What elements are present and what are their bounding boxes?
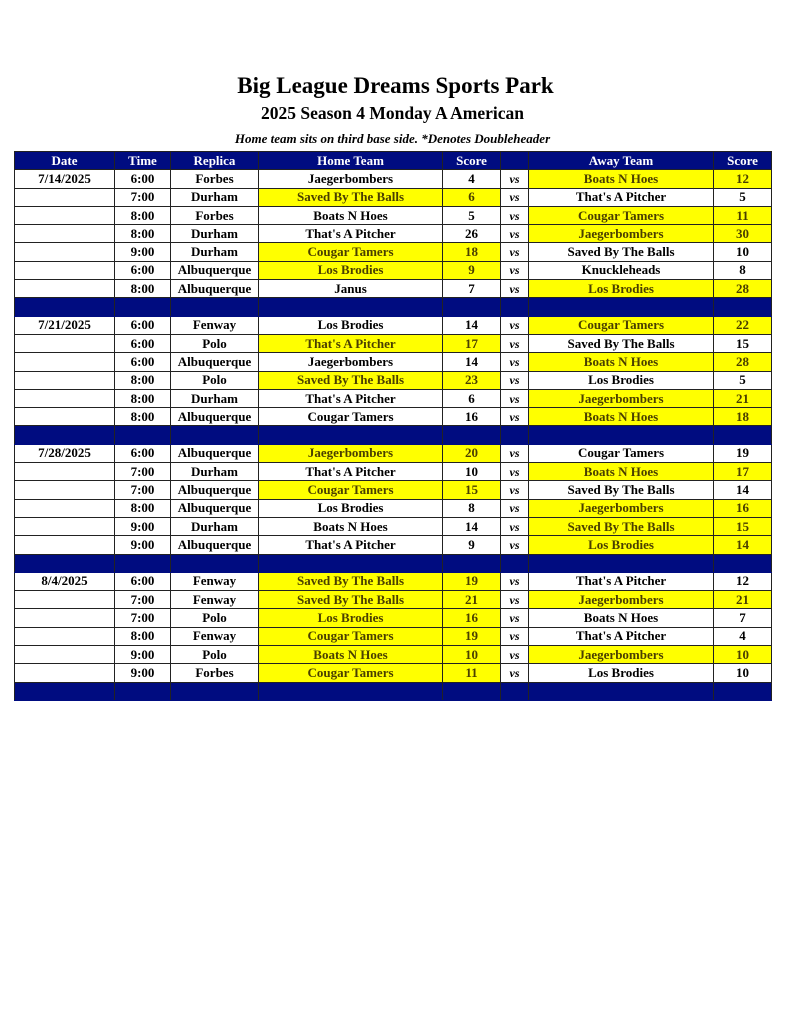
home-score-cell: 6 bbox=[443, 389, 501, 407]
vs-cell: vs bbox=[501, 225, 529, 243]
table-row bbox=[15, 206, 772, 224]
time-cell: 7:00 bbox=[115, 188, 171, 206]
vs-cell: vs bbox=[501, 334, 529, 352]
home-team-cell: That's A Pitcher bbox=[259, 536, 443, 554]
date-cell bbox=[15, 225, 115, 243]
home-score-cell: 9 bbox=[443, 536, 501, 554]
separator-cell bbox=[714, 682, 772, 700]
away-score-cell: 28 bbox=[714, 280, 772, 298]
vs-cell: vs bbox=[501, 517, 529, 535]
away-team-cell: Jaegerbombers bbox=[529, 646, 714, 664]
time-cell: 9:00 bbox=[115, 646, 171, 664]
table-row bbox=[15, 334, 772, 352]
table-row bbox=[15, 188, 772, 206]
time-cell: 6:00 bbox=[115, 572, 171, 590]
home-score-cell: 21 bbox=[443, 591, 501, 609]
replica-cell: Durham bbox=[171, 463, 259, 481]
separator-cell bbox=[115, 682, 171, 700]
away-team-cell: Jaegerbombers bbox=[529, 225, 714, 243]
time-cell: 9:00 bbox=[115, 664, 171, 682]
separator-cell bbox=[529, 554, 714, 572]
away-team-cell: Knuckleheads bbox=[529, 261, 714, 279]
away-score-cell: 14 bbox=[714, 536, 772, 554]
away-score-cell: 15 bbox=[714, 334, 772, 352]
separator-cell bbox=[501, 682, 529, 700]
replica-cell: Albuquerque bbox=[171, 536, 259, 554]
home-team-cell: Cougar Tamers bbox=[259, 627, 443, 645]
vs-cell: vs bbox=[501, 609, 529, 627]
home-score-cell: 10 bbox=[443, 646, 501, 664]
table-row bbox=[15, 389, 772, 407]
vs-cell: vs bbox=[501, 664, 529, 682]
date-cell bbox=[15, 646, 115, 664]
away-score-cell: 19 bbox=[714, 444, 772, 462]
week-separator-row bbox=[15, 554, 772, 572]
home-score-cell: 14 bbox=[443, 353, 501, 371]
page-subtitle: 2025 Season 4 Monday A American bbox=[260, 103, 524, 123]
vs-cell: vs bbox=[501, 261, 529, 279]
home-score-cell: 17 bbox=[443, 334, 501, 352]
date-cell bbox=[15, 591, 115, 609]
home-team-cell: Saved By The Balls bbox=[259, 572, 443, 590]
replica-cell: Albuquerque bbox=[171, 481, 259, 499]
home-score-cell: 16 bbox=[443, 609, 501, 627]
time-cell: 6:00 bbox=[115, 444, 171, 462]
date-cell bbox=[15, 499, 115, 517]
date-cell: 7/14/2025 bbox=[15, 170, 115, 188]
separator-cell bbox=[259, 426, 443, 444]
separator-cell bbox=[15, 298, 115, 316]
home-team-cell: Boats N Hoes bbox=[259, 646, 443, 664]
away-score-cell: 11 bbox=[714, 206, 772, 224]
table-row bbox=[15, 170, 772, 188]
vs-cell: vs bbox=[501, 481, 529, 499]
away-team-cell: Jaegerbombers bbox=[529, 591, 714, 609]
vs-cell: vs bbox=[501, 389, 529, 407]
date-cell bbox=[15, 353, 115, 371]
table-row bbox=[15, 463, 772, 481]
away-score-cell: 17 bbox=[714, 463, 772, 481]
replica-cell: Durham bbox=[171, 225, 259, 243]
replica-cell: Forbes bbox=[171, 206, 259, 224]
time-cell: 7:00 bbox=[115, 609, 171, 627]
away-team-cell: Boats N Hoes bbox=[529, 609, 714, 627]
table-row bbox=[15, 261, 772, 279]
away-score-cell: 4 bbox=[714, 627, 772, 645]
table-row bbox=[15, 225, 772, 243]
replica-cell: Albuquerque bbox=[171, 353, 259, 371]
home-score-cell: 4 bbox=[443, 170, 501, 188]
home-score-cell: 23 bbox=[443, 371, 501, 389]
home-team-cell: That's A Pitcher bbox=[259, 334, 443, 352]
home-score-cell: 11 bbox=[443, 664, 501, 682]
date-cell bbox=[15, 243, 115, 261]
date-cell bbox=[15, 408, 115, 426]
time-cell: 6:00 bbox=[115, 316, 171, 334]
home-team-cell: Boats N Hoes bbox=[259, 517, 443, 535]
separator-cell bbox=[171, 554, 259, 572]
vs-cell: vs bbox=[501, 627, 529, 645]
home-score-cell: 19 bbox=[443, 572, 501, 590]
separator-cell bbox=[714, 298, 772, 316]
time-cell: 7:00 bbox=[115, 481, 171, 499]
time-cell: 8:00 bbox=[115, 225, 171, 243]
away-score-cell: 22 bbox=[714, 316, 772, 334]
away-score-cell: 21 bbox=[714, 591, 772, 609]
separator-cell bbox=[714, 554, 772, 572]
separator-cell bbox=[171, 426, 259, 444]
date-cell bbox=[15, 517, 115, 535]
vs-cell: vs bbox=[501, 591, 529, 609]
week-separator-row bbox=[15, 682, 772, 700]
table-row bbox=[15, 664, 772, 682]
separator-cell bbox=[501, 554, 529, 572]
date-cell bbox=[15, 261, 115, 279]
col-date: Date bbox=[15, 152, 115, 170]
away-score-cell: 16 bbox=[714, 499, 772, 517]
date-cell bbox=[15, 536, 115, 554]
vs-cell: vs bbox=[501, 572, 529, 590]
time-cell: 8:00 bbox=[115, 371, 171, 389]
home-team-cell: Jaegerbombers bbox=[259, 444, 443, 462]
vs-cell: vs bbox=[501, 536, 529, 554]
home-team-cell: Jaegerbombers bbox=[259, 353, 443, 371]
away-score-cell: 10 bbox=[714, 243, 772, 261]
home-team-cell: Boats N Hoes bbox=[259, 206, 443, 224]
separator-cell bbox=[115, 298, 171, 316]
replica-cell: Albuquerque bbox=[171, 261, 259, 279]
separator-cell bbox=[259, 298, 443, 316]
col-vs bbox=[501, 152, 529, 170]
home-team-cell: Jaegerbombers bbox=[259, 170, 443, 188]
vs-cell: vs bbox=[501, 463, 529, 481]
separator-cell bbox=[529, 682, 714, 700]
home-team-cell: Los Brodies bbox=[259, 609, 443, 627]
table-row bbox=[15, 627, 772, 645]
away-score-cell: 14 bbox=[714, 481, 772, 499]
date-cell bbox=[15, 206, 115, 224]
away-score-cell: 10 bbox=[714, 646, 772, 664]
away-score-cell: 7 bbox=[714, 609, 772, 627]
vs-cell: vs bbox=[501, 243, 529, 261]
replica-cell: Polo bbox=[171, 334, 259, 352]
home-score-cell: 6 bbox=[443, 188, 501, 206]
vs-cell: vs bbox=[501, 280, 529, 298]
away-team-cell: Boats N Hoes bbox=[529, 353, 714, 371]
separator-cell bbox=[171, 298, 259, 316]
replica-cell: Albuquerque bbox=[171, 499, 259, 517]
away-team-cell: That's A Pitcher bbox=[529, 188, 714, 206]
date-cell bbox=[15, 280, 115, 298]
table-row bbox=[15, 243, 772, 261]
home-team-cell: Cougar Tamers bbox=[259, 408, 443, 426]
replica-cell: Durham bbox=[171, 517, 259, 535]
table-row bbox=[15, 444, 772, 462]
separator-cell bbox=[443, 682, 501, 700]
date-cell bbox=[15, 627, 115, 645]
vs-cell: vs bbox=[501, 371, 529, 389]
away-team-cell: Los Brodies bbox=[529, 371, 714, 389]
home-score-cell: 16 bbox=[443, 408, 501, 426]
time-cell: 6:00 bbox=[115, 353, 171, 371]
away-team-cell: Saved By The Balls bbox=[529, 481, 714, 499]
separator-cell bbox=[259, 554, 443, 572]
week-separator-row bbox=[15, 426, 772, 444]
away-score-cell: 12 bbox=[714, 170, 772, 188]
home-score-cell: 26 bbox=[443, 225, 501, 243]
away-score-cell: 15 bbox=[714, 517, 772, 535]
col-away-score: Score bbox=[714, 152, 772, 170]
home-team-cell: That's A Pitcher bbox=[259, 389, 443, 407]
separator-cell bbox=[714, 426, 772, 444]
away-team-cell: Cougar Tamers bbox=[529, 444, 714, 462]
vs-cell: vs bbox=[501, 188, 529, 206]
away-score-cell: 30 bbox=[714, 225, 772, 243]
away-team-cell: Jaegerbombers bbox=[529, 499, 714, 517]
home-score-cell: 19 bbox=[443, 627, 501, 645]
home-score-cell: 5 bbox=[443, 206, 501, 224]
time-cell: 6:00 bbox=[115, 170, 171, 188]
home-score-cell: 14 bbox=[443, 316, 501, 334]
table-row bbox=[15, 371, 772, 389]
time-cell: 8:00 bbox=[115, 280, 171, 298]
away-score-cell: 5 bbox=[714, 371, 772, 389]
header-row bbox=[15, 152, 772, 170]
away-team-cell: Jaegerbombers bbox=[529, 389, 714, 407]
table-row bbox=[15, 316, 772, 334]
separator-cell bbox=[259, 682, 443, 700]
separator-cell bbox=[15, 554, 115, 572]
time-cell: 9:00 bbox=[115, 517, 171, 535]
home-score-cell: 20 bbox=[443, 444, 501, 462]
away-team-cell: Los Brodies bbox=[529, 664, 714, 682]
col-replica: Replica bbox=[171, 152, 259, 170]
time-cell: 8:00 bbox=[115, 408, 171, 426]
home-team-cell: Saved By The Balls bbox=[259, 371, 443, 389]
home-team-cell: Los Brodies bbox=[259, 261, 443, 279]
separator-cell bbox=[15, 682, 115, 700]
home-team-cell: That's A Pitcher bbox=[259, 225, 443, 243]
home-score-cell: 8 bbox=[443, 499, 501, 517]
table-row bbox=[15, 280, 772, 298]
away-team-cell: Boats N Hoes bbox=[529, 408, 714, 426]
away-team-cell: Boats N Hoes bbox=[529, 170, 714, 188]
separator-cell bbox=[115, 426, 171, 444]
date-cell: 7/21/2025 bbox=[15, 316, 115, 334]
separator-cell bbox=[443, 298, 501, 316]
vs-cell: vs bbox=[501, 444, 529, 462]
away-score-cell: 28 bbox=[714, 353, 772, 371]
time-cell: 8:00 bbox=[115, 627, 171, 645]
table-row bbox=[15, 408, 772, 426]
time-cell: 8:00 bbox=[115, 499, 171, 517]
vs-cell: vs bbox=[501, 646, 529, 664]
replica-cell: Albuquerque bbox=[171, 444, 259, 462]
replica-cell: Forbes bbox=[171, 664, 259, 682]
date-cell bbox=[15, 389, 115, 407]
replica-cell: Albuquerque bbox=[171, 280, 259, 298]
date-cell bbox=[15, 463, 115, 481]
date-cell bbox=[15, 664, 115, 682]
col-time: Time bbox=[115, 152, 171, 170]
time-cell: 6:00 bbox=[115, 334, 171, 352]
time-cell: 8:00 bbox=[115, 206, 171, 224]
replica-cell: Polo bbox=[171, 371, 259, 389]
replica-cell: Durham bbox=[171, 188, 259, 206]
table-row bbox=[15, 517, 772, 535]
away-team-cell: Los Brodies bbox=[529, 280, 714, 298]
away-team-cell: Boats N Hoes bbox=[529, 463, 714, 481]
away-team-cell: Saved By The Balls bbox=[529, 334, 714, 352]
replica-cell: Fenway bbox=[171, 627, 259, 645]
separator-cell bbox=[443, 426, 501, 444]
time-cell: 7:00 bbox=[115, 463, 171, 481]
away-team-cell: That's A Pitcher bbox=[529, 627, 714, 645]
table-row bbox=[15, 481, 772, 499]
vs-cell: vs bbox=[501, 316, 529, 334]
table-row bbox=[15, 499, 772, 517]
home-team-cell: Cougar Tamers bbox=[259, 664, 443, 682]
home-score-cell: 18 bbox=[443, 243, 501, 261]
away-score-cell: 21 bbox=[714, 389, 772, 407]
date-cell: 8/4/2025 bbox=[15, 572, 115, 590]
replica-cell: Polo bbox=[171, 646, 259, 664]
table-row bbox=[15, 353, 772, 371]
away-score-cell: 8 bbox=[714, 261, 772, 279]
replica-cell: Polo bbox=[171, 609, 259, 627]
vs-cell: vs bbox=[501, 206, 529, 224]
home-score-cell: 15 bbox=[443, 481, 501, 499]
time-cell: 9:00 bbox=[115, 536, 171, 554]
page-title: Big League Dreams Sports Park bbox=[237, 73, 554, 98]
week-separator-row bbox=[15, 298, 772, 316]
vs-cell: vs bbox=[501, 408, 529, 426]
separator-cell bbox=[529, 426, 714, 444]
col-away-team: Away Team bbox=[529, 152, 714, 170]
home-team-cell: Los Brodies bbox=[259, 499, 443, 517]
home-team-cell: Saved By The Balls bbox=[259, 591, 443, 609]
table-row bbox=[15, 572, 772, 590]
time-cell: 7:00 bbox=[115, 591, 171, 609]
away-team-cell: Cougar Tamers bbox=[529, 206, 714, 224]
date-cell bbox=[15, 371, 115, 389]
home-score-cell: 9 bbox=[443, 261, 501, 279]
separator-cell bbox=[529, 298, 714, 316]
home-team-cell: Cougar Tamers bbox=[259, 481, 443, 499]
col-home-team: Home Team bbox=[259, 152, 443, 170]
away-score-cell: 12 bbox=[714, 572, 772, 590]
replica-cell: Fenway bbox=[171, 591, 259, 609]
home-score-cell: 10 bbox=[443, 463, 501, 481]
vs-cell: vs bbox=[501, 499, 529, 517]
vs-cell: vs bbox=[501, 170, 529, 188]
home-team-cell: Janus bbox=[259, 280, 443, 298]
separator-cell bbox=[171, 682, 259, 700]
date-cell bbox=[15, 481, 115, 499]
table-row bbox=[15, 536, 772, 554]
table-row bbox=[15, 591, 772, 609]
time-cell: 6:00 bbox=[115, 261, 171, 279]
time-cell: 8:00 bbox=[115, 389, 171, 407]
replica-cell: Fenway bbox=[171, 572, 259, 590]
away-team-cell: Saved By The Balls bbox=[529, 243, 714, 261]
schedule-note: Home team sits on third base side. *Denotes Doubleheader bbox=[234, 131, 551, 146]
time-cell: 9:00 bbox=[115, 243, 171, 261]
replica-cell: Albuquerque bbox=[171, 408, 259, 426]
home-team-cell: Cougar Tamers bbox=[259, 243, 443, 261]
separator-cell bbox=[501, 298, 529, 316]
replica-cell: Durham bbox=[171, 243, 259, 261]
home-team-cell: Los Brodies bbox=[259, 316, 443, 334]
separator-cell bbox=[15, 426, 115, 444]
separator-cell bbox=[443, 554, 501, 572]
away-score-cell: 18 bbox=[714, 408, 772, 426]
away-team-cell: Cougar Tamers bbox=[529, 316, 714, 334]
date-cell bbox=[15, 188, 115, 206]
replica-cell: Fenway bbox=[171, 316, 259, 334]
home-team-cell: That's A Pitcher bbox=[259, 463, 443, 481]
col-home-score: Score bbox=[443, 152, 501, 170]
separator-cell bbox=[501, 426, 529, 444]
date-cell bbox=[15, 334, 115, 352]
separator-cell bbox=[115, 554, 171, 572]
vs-cell: vs bbox=[501, 353, 529, 371]
schedule-table bbox=[14, 151, 772, 701]
away-team-cell: Saved By The Balls bbox=[529, 517, 714, 535]
away-team-cell: That's A Pitcher bbox=[529, 572, 714, 590]
date-cell: 7/28/2025 bbox=[15, 444, 115, 462]
home-score-cell: 7 bbox=[443, 280, 501, 298]
home-team-cell: Saved By The Balls bbox=[259, 188, 443, 206]
table-row bbox=[15, 609, 772, 627]
away-team-cell: Los Brodies bbox=[529, 536, 714, 554]
table-row bbox=[15, 646, 772, 664]
replica-cell: Forbes bbox=[171, 170, 259, 188]
home-score-cell: 14 bbox=[443, 517, 501, 535]
away-score-cell: 5 bbox=[714, 188, 772, 206]
replica-cell: Durham bbox=[171, 389, 259, 407]
away-score-cell: 10 bbox=[714, 664, 772, 682]
date-cell bbox=[15, 609, 115, 627]
